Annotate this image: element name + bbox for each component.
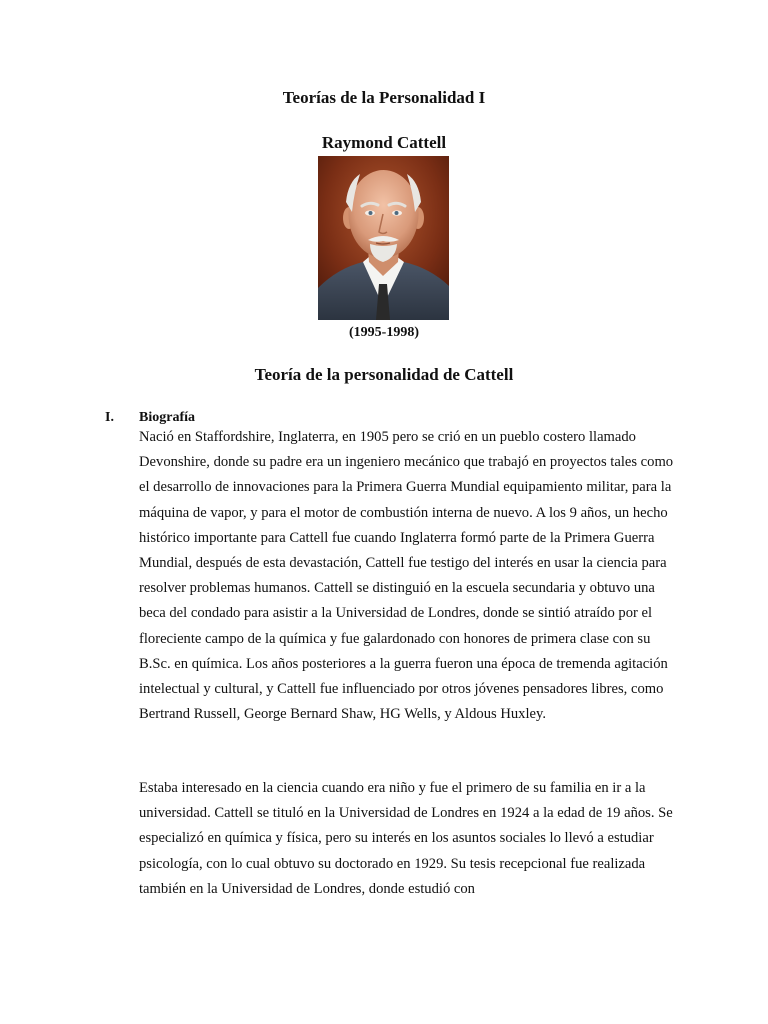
section-number: I. <box>105 410 114 425</box>
biography-paragraph-1: Nació en Staffordshire, Inglaterra, en 1905 pero se crió en un pueblo costero llamado Devonshire, donde su padre era un ingeniero mecánico que trabajó en proyectos tales como el desarrollo de innovaciones para la Primera Guerra Mundial equipamiento militar, para la máquina de vapor, y para el motor de combustión interna de nuevo. A los 9 años, un hecho histórico importante para Cattell fue cuando Inglaterra formó parte de la Primera Guerra Mundial, después de esta devastación, Cattell fue testigo del interés en usar la ciencia para resolver problemas humanos. Cattell se distinguió en la escuela secundaria y obtuvo una beca del condado para asistir a la Universidad de Londres, donde se sintió atraído por el floreciente campo de la química y fue galardonado con honores de primera clase con su B.Sc. en química. Los años posteriores a la guerra fueron una época de tremenda agitación intelectual y cultural, y Cattell fue influenciado por otros jóvenes pensadores libres, como Bertrand Russell, George Bernard Shaw, HG Wells, y Aldous Huxley. <box>139 429 674 723</box>
section-heading: Biografía <box>139 410 195 425</box>
portrait-photo <box>318 156 449 320</box>
biography-paragraph-2: Estaba interesado en la ciencia cuando era niño y fue el primero de su familia en ir a la universidad. Cattell se tituló en la Universidad de Londres en 1924 a la edad de 19 años. Se especializó en química y física, pero su interés en los asuntos sociales lo llevó a estudiar psicología, con lo cual obtuvo su doctorado en 1929. Su tesis recepcional fue realizada también en la Universidad de Londres, donde estudió con <box>139 780 673 897</box>
person-name-heading: Raymond Cattell <box>321 133 447 152</box>
section-title: Teoría de la personalidad de Cattell <box>254 365 514 384</box>
document-title: Teorías de la Personalidad I <box>282 88 486 107</box>
years-caption: (1995-1998) <box>349 325 419 340</box>
